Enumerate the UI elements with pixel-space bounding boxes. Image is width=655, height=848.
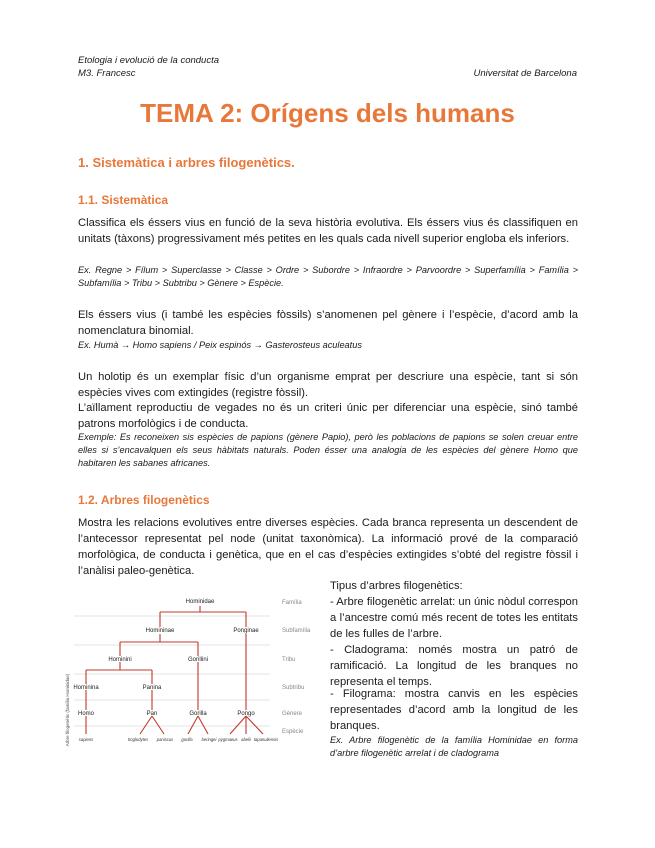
node-subfamily: Ponginae bbox=[233, 628, 259, 634]
page-title: TEMA 2: Orígens dels humans bbox=[140, 98, 515, 128]
rank-label: Família bbox=[282, 600, 302, 606]
node-species: troglodytes bbox=[127, 737, 149, 742]
papio-example: Exemple: Es reconeixen sis espècies de papions (gènere Papio), però les poblacions de papions se solen creuar entre elles si s’encavalquen els seus hàbitats naturals. Poden ésser una analogia de les espècies del gènere Homo que habitaren les sabanes africanes. bbox=[78, 432, 578, 468]
tree-type-rooted: - Arbre filogenètic arrelat: un únic nòdul correspon a l’ancestre comú més recent de totes les entitats de les fulles de l’arbre. bbox=[330, 596, 578, 640]
node-species: pygmaeus bbox=[218, 737, 238, 742]
node-genus: Pongo bbox=[237, 711, 255, 717]
rank-label: Tribu bbox=[282, 657, 296, 663]
rank-label: Espècie bbox=[282, 729, 304, 735]
tree-type-phylogram: - Filograma: mostra canvis en les espècies representades d’acord amb la longitud de les branques. bbox=[330, 688, 578, 732]
node-species: gorilla bbox=[181, 737, 193, 742]
tree-side-label: Arbre filogenètic (família Hominidae) bbox=[65, 673, 70, 747]
node-genus: Pan bbox=[146, 711, 158, 717]
node-species: abelii bbox=[241, 737, 251, 742]
node-species: tapanuliensis bbox=[253, 737, 279, 742]
node-species: beringei bbox=[201, 737, 217, 742]
header-university: Universitat de Barcelona bbox=[473, 68, 577, 79]
tree-example-caption: Ex. Arbre filogenètic de la família Hominidae en forma d’arbre filogenètic arrelat i de cladograma bbox=[330, 735, 578, 758]
section-1-2-heading: 1.2. Arbres filogenètics bbox=[78, 493, 210, 507]
tree-type-cladogram: - Cladograma: només mostra un patró de ramificació. La longitud de les branques no representa el temps. bbox=[330, 644, 578, 688]
section-1-1-heading: 1.1. Sistemàtica bbox=[78, 193, 169, 207]
node-species: paniscus bbox=[156, 737, 174, 742]
sistematica-paragraph: Classifica els éssers vius en funció de la seva història evolutiva. Els éssers vius és classifiquen en unitats (tàxons) progressivament més petites en les quals cada nivell superior engloba els inferiors. bbox=[78, 217, 578, 245]
node-subfamily: Homininae bbox=[145, 628, 175, 634]
rank-label: Subfamília bbox=[282, 628, 311, 634]
rank-label: Subtribu bbox=[282, 685, 305, 691]
isolation-paragraph: L’aïllament reproductiu de vegades no és un criteri únic per diferenciar una espècie, sinó també patrons morfològics i de conducta. bbox=[78, 402, 578, 430]
node-tribe: Gorillini bbox=[187, 657, 209, 663]
holotype-paragraph: Un holotip és un exemplar físic d’un organisme emprat per descriure una espècie, tant si són espècies vives com extingides (registre fòssil). bbox=[78, 371, 578, 399]
phylogenetic-tree-figure bbox=[60, 588, 322, 760]
header-module: M3. Francesc bbox=[78, 68, 136, 79]
node-subtribe: Panina bbox=[142, 685, 162, 691]
tree-types-title: Tipus d’arbres filogenètics: bbox=[330, 580, 463, 592]
node-family: Hominidae bbox=[185, 599, 215, 605]
phylogenetic-paragraph: Mostra les relacions evolutives entre diverses espècies. Cada branca representa un descendent de l’antecessor representat pel node (unitat taxonòmica). La informació prové de la comparació morfològica, de conducta i genètica, que en el cas d’espècies extingides s’obté del registre fòssil i l’anàlisi paleo-genètica. bbox=[78, 517, 578, 577]
node-subtribe: Hominina bbox=[73, 685, 99, 691]
section-1-heading: 1. Sistemàtica i arbres filogenètics. bbox=[78, 155, 295, 170]
node-genus: Homo bbox=[77, 711, 95, 717]
node-species: sapiens bbox=[78, 737, 94, 742]
node-genus: Gorilla bbox=[189, 711, 207, 717]
taxonomy-example: Ex. Regne > Fílum > Superclasse > Classe > Ordre > Subordre > Infraordre > Parvoordre > Superfamília > Família > Subfamília > Tribu > Subtribu > Gènere > Espècie. bbox=[78, 265, 578, 288]
node-tribe: Hominini bbox=[108, 657, 132, 663]
header-course: Etologia i evolució de la conducta bbox=[78, 55, 220, 66]
binomial-example: Ex. Humà → Homo sapiens / Peix espinós → Gasterosteus aculeatus bbox=[78, 340, 362, 350]
rank-label: Gènere bbox=[282, 711, 303, 717]
binomial-paragraph: Els éssers vius (i també les espècies fòssils) s’anomenen pel gènere i l’espècie, d’acord amb la nomenclatura binomial. bbox=[78, 309, 578, 337]
